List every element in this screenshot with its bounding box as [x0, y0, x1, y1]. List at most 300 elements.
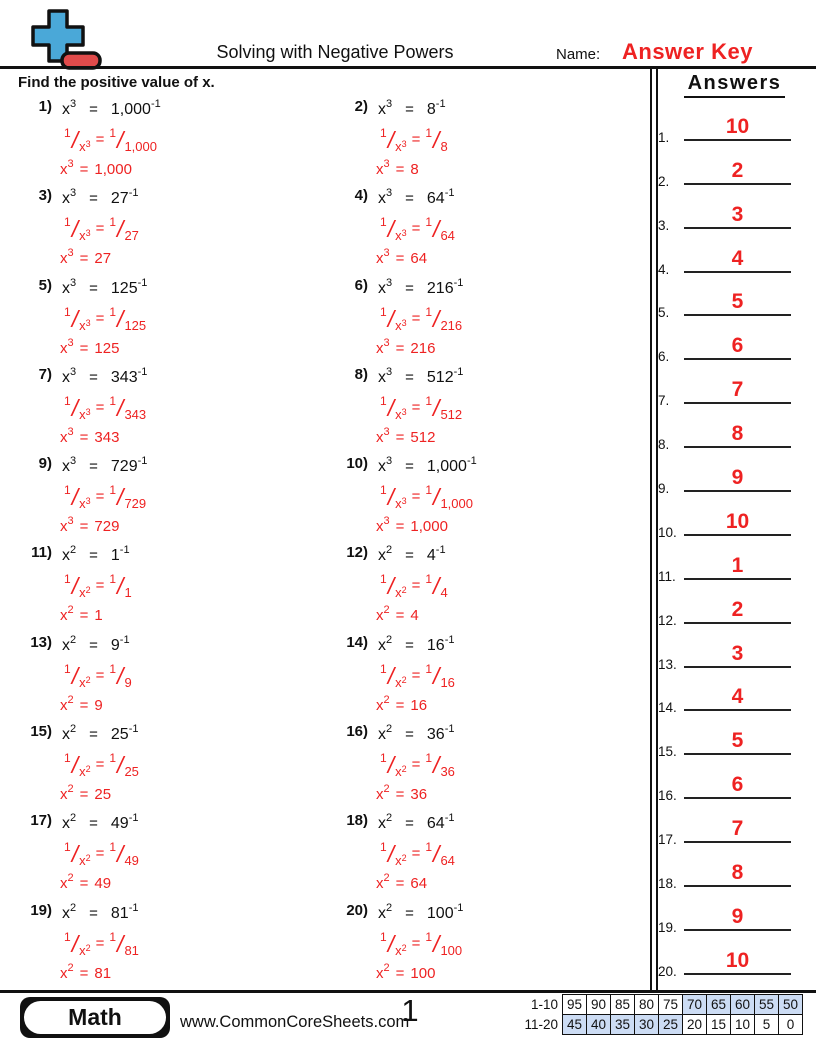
problem-number: 15)	[30, 723, 52, 741]
problem-block	[18, 455, 334, 544]
grading-table	[524, 994, 803, 1035]
base-x: x	[60, 428, 68, 446]
problem-block	[334, 723, 650, 812]
problem-equation-line	[334, 634, 650, 662]
work-result-line	[60, 962, 334, 982]
rhs-value: 49	[110, 815, 129, 833]
answer-row	[653, 940, 816, 984]
denominator-value: 343	[124, 406, 147, 422]
numerator-one: 1	[109, 483, 117, 498]
numerator-one: 1	[64, 840, 71, 855]
exponent: 2	[67, 604, 74, 617]
answer-value: 10	[725, 509, 750, 533]
equals-sign: =	[405, 815, 414, 833]
answer-value: 2	[731, 158, 744, 182]
answer-blank-line	[684, 753, 791, 755]
denominator-value: 81	[124, 942, 139, 958]
equation-text	[378, 812, 454, 833]
result-value: 25	[94, 786, 112, 804]
negative-exponent: -1	[453, 901, 464, 914]
result-value: 100	[410, 964, 436, 982]
equation-text	[378, 723, 454, 744]
work-fraction-line	[380, 840, 650, 872]
numerator-one: 1	[425, 215, 433, 230]
fraction-slash-icon: /	[117, 752, 124, 779]
numerator-one: 1	[109, 661, 117, 676]
denominator-value: 216	[440, 317, 463, 333]
grading-row-label: 1-10	[530, 997, 558, 1012]
problem-block	[18, 277, 334, 366]
exponent: 3	[386, 187, 393, 200]
fraction-slash-icon: /	[387, 305, 395, 332]
answer-row	[653, 194, 816, 238]
rhs-value: 343	[110, 368, 138, 386]
answer-row	[653, 633, 816, 677]
answer-blank-line	[684, 622, 791, 624]
exponent: 2	[383, 604, 390, 617]
base-x: x	[62, 815, 70, 833]
equals-sign: =	[405, 458, 414, 476]
answer-value: 10	[725, 114, 750, 138]
fraction-slash-icon: /	[117, 930, 124, 957]
fraction-slash-icon: /	[117, 394, 124, 421]
equation-text	[62, 812, 138, 833]
problem-equation-line	[18, 902, 334, 930]
answer-number: 3.	[658, 217, 670, 233]
fraction-slash-icon: /	[71, 484, 79, 511]
answer-number: 4.	[658, 261, 670, 277]
problem-block	[334, 544, 650, 633]
problem-block	[334, 812, 650, 901]
base-x: x	[60, 964, 68, 982]
fraction-slash-icon: /	[387, 484, 395, 511]
exponent: 3	[67, 425, 74, 438]
work-result-line	[376, 694, 650, 714]
equals-sign: =	[79, 250, 89, 268]
answer-number: 5.	[658, 305, 670, 321]
fraction-slash-icon: /	[387, 841, 395, 868]
denominator-value: 8	[440, 139, 448, 154]
rhs-value: 8	[426, 101, 436, 118]
problem-number: 6)	[354, 276, 368, 294]
equals-sign: =	[95, 845, 105, 863]
problem-equation-line	[334, 455, 650, 483]
equation-text	[62, 187, 138, 208]
exponent: 2	[386, 723, 393, 736]
exponent: 3	[383, 158, 390, 170]
fraction-slash-icon: /	[387, 752, 395, 779]
fraction-slash-icon: /	[117, 573, 124, 600]
answer-row	[653, 852, 816, 896]
exponent: 2	[67, 872, 74, 885]
negative-exponent: -1	[119, 544, 130, 557]
exponent: 2	[67, 693, 74, 706]
work-fraction-line	[380, 215, 650, 247]
equals-sign: =	[405, 101, 414, 118]
answer-value: 6	[731, 773, 744, 797]
work-fraction-line	[380, 662, 650, 694]
answer-row	[653, 106, 816, 150]
exponent: 3	[383, 336, 390, 349]
exponent: 2	[386, 812, 393, 825]
problem-block	[18, 366, 334, 455]
base-x: x	[378, 101, 386, 118]
denominator-value: 64	[440, 853, 455, 869]
numerator-one: 1	[64, 483, 71, 498]
exponent: 2	[70, 633, 77, 646]
numerator-one: 1	[380, 483, 387, 498]
equals-sign: =	[411, 666, 421, 684]
equals-sign: =	[89, 279, 98, 297]
equals-sign: =	[79, 964, 89, 982]
problem-number: 17)	[30, 812, 52, 830]
base-x: x	[378, 815, 386, 833]
answer-number: 9.	[658, 481, 670, 497]
denominator-value: 27	[124, 228, 139, 244]
negative-exponent: -1	[137, 365, 148, 378]
grade-cell: 85	[610, 994, 635, 1015]
base-x: x	[378, 458, 386, 476]
negative-exponent: -1	[444, 633, 455, 646]
base-x: x	[60, 339, 68, 357]
exponent: 3	[70, 98, 77, 110]
negative-exponent: -1	[128, 812, 139, 825]
equals-sign: =	[405, 904, 414, 922]
numerator-one: 1	[425, 126, 433, 140]
base-x: x	[60, 875, 68, 893]
base-x: x	[376, 250, 384, 268]
exponent: 3	[67, 247, 74, 260]
equals-sign: =	[95, 756, 105, 774]
equals-sign: =	[95, 577, 105, 595]
work-fraction-line	[380, 572, 650, 604]
answer-key-text: Answer Key	[622, 39, 753, 64]
problem-number: 14)	[346, 633, 368, 651]
negative-exponent: -1	[453, 276, 464, 289]
base-x: x	[60, 786, 68, 804]
base-x: x	[376, 875, 384, 893]
equals-sign: =	[79, 518, 89, 536]
work-fraction-line	[64, 840, 334, 872]
fraction-slash-icon: /	[387, 216, 395, 243]
work-result-line	[60, 872, 334, 892]
work-result-line	[60, 426, 334, 446]
equals-sign: =	[79, 161, 89, 178]
numerator-one: 1	[109, 215, 117, 230]
work-result-line	[60, 515, 334, 535]
negative-exponent: -1	[150, 98, 161, 110]
equals-sign: =	[89, 815, 98, 833]
equals-sign: =	[95, 398, 105, 416]
equals-sign: =	[395, 428, 405, 446]
denominator-value: 1	[124, 585, 132, 601]
equals-sign: =	[411, 131, 421, 148]
numerator-one: 1	[109, 751, 117, 766]
grade-cell: 65	[706, 994, 731, 1015]
answer-value: 9	[731, 904, 744, 928]
equals-sign: =	[95, 309, 105, 327]
fraction-slash-icon: /	[117, 662, 124, 689]
exponent: 3	[70, 365, 77, 378]
grade-cell: 0	[778, 1014, 803, 1035]
work-result-line	[376, 962, 650, 982]
denominator-value: 512	[440, 406, 463, 422]
equals-sign: =	[89, 547, 98, 565]
base-x: x	[60, 518, 68, 536]
denominator-x-power: $x^3$	[79, 228, 91, 244]
answer-value: 7	[731, 817, 744, 841]
equation-text	[62, 455, 147, 476]
exponent: 3	[67, 515, 74, 528]
equals-sign: =	[79, 428, 89, 446]
negative-exponent: -1	[119, 633, 130, 646]
problem-equation-line	[18, 812, 334, 840]
exponent: 2	[383, 872, 390, 885]
fraction-slash-icon: /	[71, 841, 79, 868]
exponent: 2	[70, 544, 77, 557]
equals-sign: =	[405, 368, 414, 386]
exponent: 2	[386, 544, 393, 557]
answer-number: 14.	[658, 700, 677, 716]
problem-equation-line	[18, 366, 334, 394]
rhs-value: 4	[426, 547, 436, 565]
numerator-one: 1	[380, 661, 387, 676]
fraction-slash-icon: /	[71, 305, 79, 332]
equals-sign: =	[89, 636, 98, 654]
answer-number: 6.	[658, 349, 670, 365]
base-x: x	[62, 190, 70, 208]
work-fraction-line	[64, 751, 334, 783]
answer-row	[653, 325, 816, 369]
problem-block	[18, 723, 334, 812]
rhs-value: 125	[110, 279, 138, 297]
equation-text	[62, 544, 130, 565]
answer-blank-line	[684, 490, 791, 492]
equation-text	[378, 544, 446, 565]
numerator-one: 1	[380, 393, 387, 408]
fraction-slash-icon: /	[433, 127, 440, 153]
answer-number: 10.	[658, 524, 677, 540]
problem-equation-line	[334, 544, 650, 572]
answer-value: 1	[731, 553, 744, 577]
grade-cell: 30	[634, 1014, 659, 1035]
answer-value: 9	[731, 466, 744, 490]
equals-sign: =	[79, 786, 89, 804]
exponent: 3	[70, 187, 77, 200]
base-x: x	[376, 339, 384, 357]
equals-sign: =	[395, 875, 405, 893]
equals-sign: =	[411, 220, 421, 238]
denominator-x-power: $x^3$	[79, 406, 91, 422]
equation-text	[378, 634, 454, 655]
base-x: x	[62, 547, 70, 565]
fraction-slash-icon: /	[433, 305, 440, 332]
header-divider-line	[0, 66, 816, 69]
denominator-x-power: $x^2$	[395, 585, 407, 601]
base-x: x	[376, 428, 384, 446]
problem-number: 8)	[354, 365, 368, 383]
numerator-one: 1	[425, 572, 433, 587]
answer-number: 18.	[658, 876, 677, 892]
exponent: 3	[383, 515, 390, 528]
fraction-slash-icon: /	[117, 216, 124, 243]
negative-exponent: -1	[128, 901, 139, 914]
grade-cells-row2	[562, 1014, 803, 1035]
equation-text	[62, 98, 161, 119]
answers-list	[653, 106, 816, 984]
numerator-one: 1	[425, 929, 433, 944]
grade-cell: 60	[730, 994, 755, 1015]
problem-equation-line	[334, 366, 650, 394]
base-x: x	[378, 368, 386, 386]
problem-number: 20)	[346, 901, 368, 919]
problem-block	[334, 98, 650, 187]
base-x: x	[62, 726, 70, 744]
negative-exponent: -1	[435, 544, 446, 557]
equation-text	[378, 98, 446, 119]
problem-block	[18, 187, 334, 276]
problem-block	[334, 902, 650, 991]
rhs-value: 1,000	[426, 458, 467, 476]
problem-number: 12)	[346, 544, 368, 562]
base-x: x	[378, 726, 386, 744]
rhs-value: 64	[426, 190, 445, 208]
fraction-slash-icon: /	[387, 127, 395, 153]
answer-number: 7.	[658, 393, 670, 409]
numerator-one: 1	[380, 304, 387, 319]
answer-row	[653, 413, 816, 457]
exponent: 3	[67, 158, 74, 170]
grade-cell: 15	[706, 1014, 731, 1035]
denominator-x-power: $x^2$	[79, 585, 91, 601]
worksheet-title: Solving with Negative Powers	[216, 42, 454, 62]
base-x: x	[60, 250, 68, 268]
result-value: 64	[410, 875, 428, 893]
grade-cell: 90	[586, 994, 611, 1015]
grade-cell: 75	[658, 994, 683, 1015]
equals-sign: =	[405, 636, 414, 654]
work-fraction-line	[64, 305, 334, 337]
equals-sign: =	[95, 934, 105, 952]
denominator-x-power: $x^3$	[79, 496, 91, 512]
numerator-one: 1	[425, 751, 433, 766]
result-value: 8	[410, 161, 419, 178]
problem-block	[334, 187, 650, 276]
numerator-one: 1	[425, 393, 433, 408]
denominator-x-power: $x^2$	[395, 853, 407, 869]
fraction-slash-icon: /	[387, 662, 395, 689]
grade-cell: 80	[634, 994, 659, 1015]
numerator-one: 1	[109, 929, 117, 944]
equals-sign: =	[79, 696, 89, 714]
equals-sign: =	[79, 607, 89, 625]
answer-blank-line	[684, 973, 791, 975]
fraction-slash-icon: /	[71, 662, 79, 689]
equation-text	[378, 366, 463, 387]
grade-cell: 95	[562, 994, 587, 1015]
problem-block	[334, 277, 650, 366]
equals-sign: =	[395, 696, 405, 714]
answer-blank-line	[684, 139, 791, 141]
subject-badge	[20, 997, 170, 1038]
problem-equation-line	[334, 812, 650, 840]
exponent: 3	[386, 276, 393, 289]
work-result-line	[60, 694, 334, 714]
grading-row-label: 11-20	[524, 1017, 558, 1032]
answer-number: 1.	[658, 129, 670, 145]
equals-sign: =	[411, 488, 421, 506]
equals-sign: =	[89, 904, 98, 922]
exponent: 3	[386, 365, 393, 378]
answer-number: 20.	[658, 963, 677, 979]
work-fraction-line	[380, 751, 650, 783]
answer-value: 4	[731, 685, 744, 709]
grade-cell: 25	[658, 1014, 683, 1035]
work-result-line	[376, 337, 650, 357]
numerator-one: 1	[380, 929, 387, 944]
base-x: x	[62, 279, 70, 297]
problem-block	[18, 98, 334, 187]
answers-title: Answers	[653, 72, 816, 98]
answer-blank-line	[684, 227, 791, 229]
answer-number: 17.	[658, 832, 677, 848]
answer-number: 16.	[658, 788, 677, 804]
equals-sign: =	[95, 488, 105, 506]
answer-number: 12.	[658, 612, 677, 628]
grade-cell: 40	[586, 1014, 611, 1035]
answer-number: 8.	[658, 437, 670, 453]
problem-equation-line	[18, 98, 334, 126]
equals-sign: =	[411, 934, 421, 952]
fraction-slash-icon: /	[387, 573, 395, 600]
answer-blank-line	[684, 578, 791, 580]
negative-exponent: -1	[444, 723, 455, 736]
base-x: x	[378, 636, 386, 654]
rhs-value: 81	[110, 904, 129, 922]
equals-sign: =	[79, 875, 89, 893]
denominator-value: 49	[124, 853, 139, 869]
grade-cell: 70	[682, 994, 707, 1015]
base-x: x	[378, 904, 386, 922]
denominator-x-power: $x^3$	[79, 317, 91, 333]
grade-cell: 55	[754, 994, 779, 1015]
fraction-slash-icon: /	[71, 930, 79, 957]
answer-value: 5	[731, 729, 744, 753]
numerator-one: 1	[425, 304, 433, 319]
answer-value: 10	[725, 948, 750, 972]
fraction-slash-icon: /	[433, 841, 440, 868]
problem-number: 4)	[354, 187, 368, 205]
numerator-one: 1	[425, 661, 433, 676]
denominator-x-power: $x^3$	[395, 228, 407, 244]
equation-text	[378, 277, 463, 298]
grade-cell: 20	[682, 1014, 707, 1035]
numerator-one: 1	[64, 751, 71, 766]
work-result-line	[376, 783, 650, 803]
answers-panel	[653, 72, 816, 984]
problem-equation-line	[334, 277, 650, 305]
problem-number: 5)	[38, 276, 52, 294]
equals-sign: =	[395, 161, 405, 178]
problem-equation-line	[18, 455, 334, 483]
problem-number: 10)	[346, 455, 368, 473]
base-x: x	[376, 607, 384, 625]
fraction-slash-icon: /	[433, 930, 440, 957]
base-x: x	[378, 190, 386, 208]
result-value: 512	[410, 428, 436, 446]
answer-number: 19.	[658, 919, 677, 935]
fraction-slash-icon: /	[117, 305, 124, 332]
